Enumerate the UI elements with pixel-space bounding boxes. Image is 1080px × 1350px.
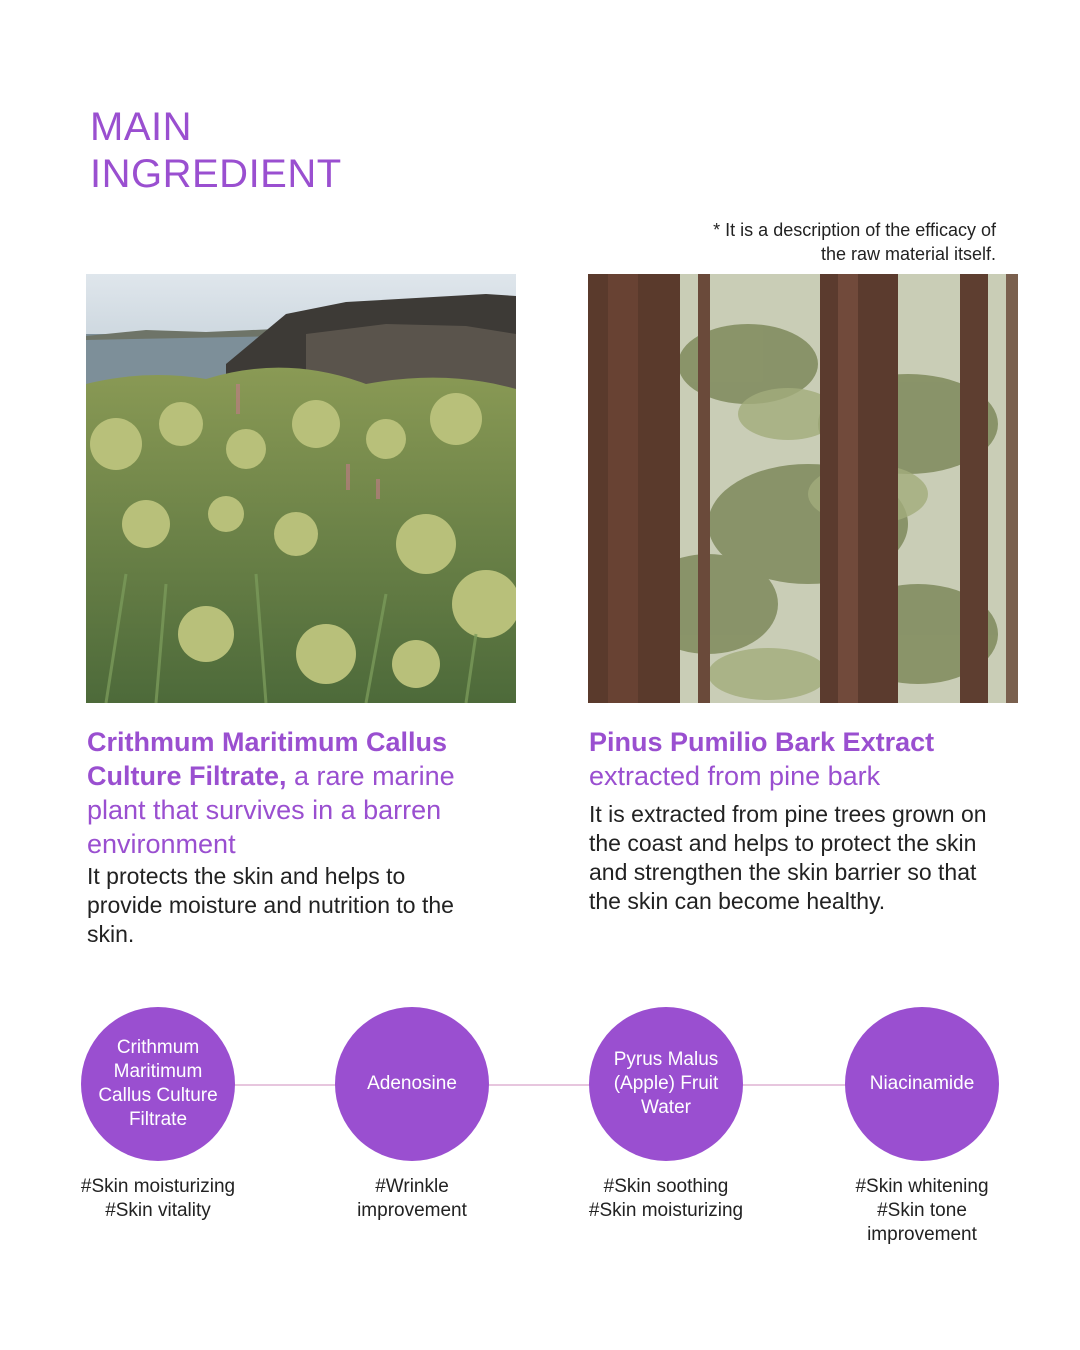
badge-tags-crithmum	[53, 1175, 263, 1223]
page-title	[90, 104, 342, 198]
badge-label-line: Adenosine	[367, 1073, 457, 1094]
ingredient-name-crithmum: Crithmum Maritimum Callus Culture Filtrate,	[87, 727, 448, 791]
tag: #Skin whitening	[855, 1176, 989, 1197]
ingredient-description-crithmum: It protects the skin and helps to provide moisture and nutrition to the skin.	[87, 863, 454, 947]
pine-forest-photo	[588, 274, 1018, 703]
ingredient-subtitle-crithmum: a rare marine plant that survives in a barren environment	[87, 761, 455, 859]
efficacy-note	[596, 218, 996, 266]
badge-connector-line	[230, 1084, 850, 1086]
note-line-1: * It is a description of the efficacy of	[713, 220, 996, 240]
badge-label-line: Crithmum	[116, 1037, 200, 1058]
note-line-2: the raw material itself.	[820, 244, 996, 264]
pine-forest-illustration	[588, 274, 1018, 703]
badge-label-line: Callus Culture	[98, 1085, 218, 1106]
coastal-plant-illustration	[86, 274, 516, 703]
tag: #Wrinkle	[375, 1176, 449, 1197]
badge-label-line: (Apple) Fruit	[613, 1073, 719, 1094]
ingredient-name-pinus: Pinus Pumilio Bark Extract	[589, 727, 935, 757]
tag: improvement	[357, 1200, 467, 1221]
badge-crithmum	[81, 1007, 235, 1161]
badge-label-line: Filtrate	[128, 1109, 188, 1130]
tag: improvement	[867, 1224, 977, 1245]
ingredient-description-pinus: It is extracted from pine trees grown on the coast and helps to protect the skin and strengthen the skin barrier so that the skin can become healthy.	[589, 801, 987, 914]
ingredient-heading-pinus	[589, 725, 989, 793]
badge-pyrus-malus	[589, 1007, 743, 1161]
ingredient-subtitle-pinus: extracted from pine bark	[589, 761, 881, 791]
tag: #Skin soothing	[603, 1176, 729, 1197]
tag: #Skin moisturizing	[588, 1200, 744, 1221]
badge-tags-pyrus-malus	[561, 1175, 771, 1223]
badge-label-line: Water	[641, 1097, 691, 1118]
badge-label-line: Pyrus Malus	[613, 1049, 719, 1070]
tag: #Skin moisturizing	[80, 1176, 236, 1197]
tag: #Skin tone	[877, 1200, 967, 1221]
title-line-1: MAIN	[90, 105, 192, 149]
badge-adenosine	[335, 1007, 489, 1161]
tag: #Skin vitality	[105, 1200, 211, 1221]
badge-tags-adenosine	[307, 1175, 517, 1223]
coastal-plant-photo	[86, 274, 516, 703]
ingredient-heading-crithmum	[87, 725, 487, 861]
badge-niacinamide	[845, 1007, 999, 1161]
badge-label-line: Maritimum	[113, 1061, 203, 1082]
badge-label-line: Niacinamide	[869, 1073, 975, 1094]
badge-tags-niacinamide	[817, 1175, 1027, 1247]
title-line-2: INGREDIENT	[90, 152, 342, 196]
